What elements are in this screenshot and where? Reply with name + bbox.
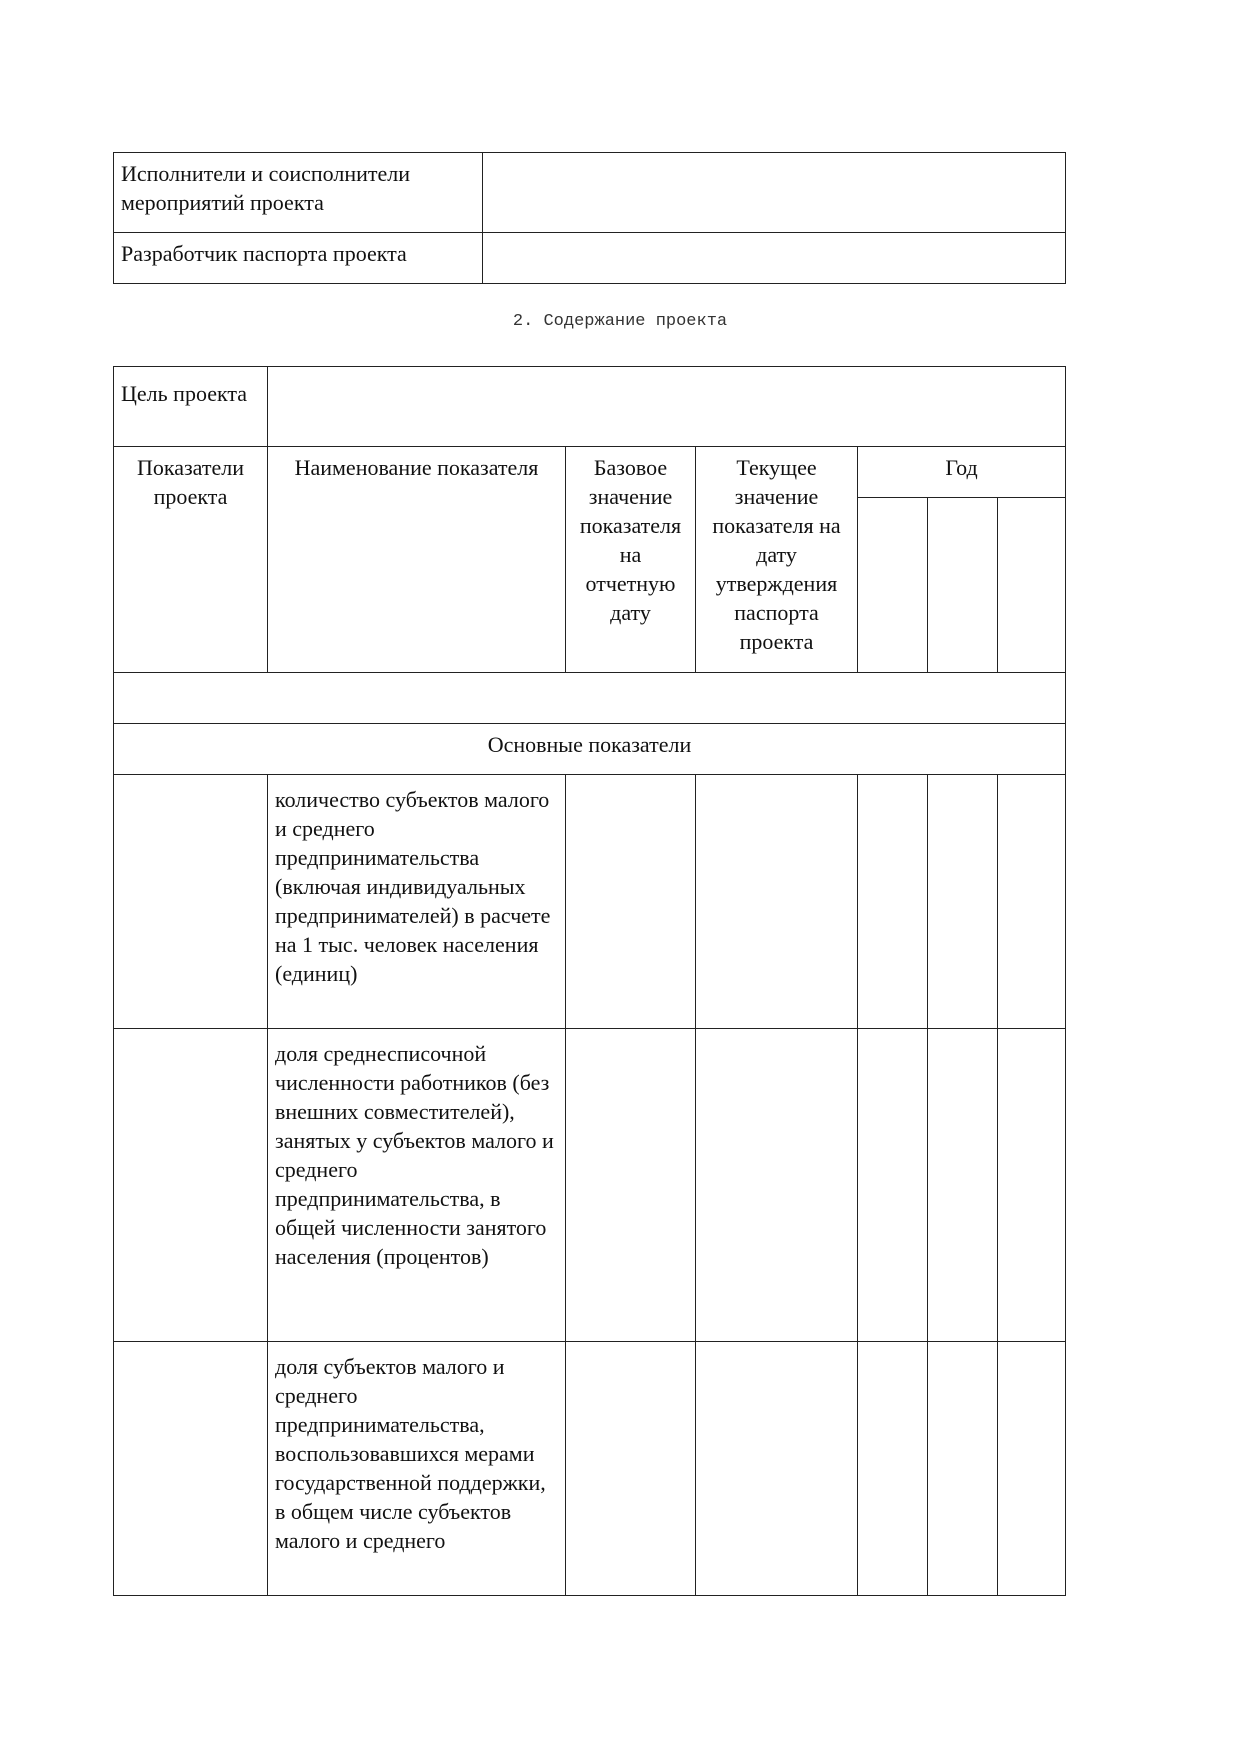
table-row [114,775,1066,1029]
developer-label: Разработчик паспорта проекта [114,233,483,284]
goal-label: Цель проекта [114,367,268,447]
goal-value [268,367,1066,447]
indicator-name: доля среднесписочной численности работников (без внешних совместителей), занятых у субъектов малого и среднего предпринимательства, в общей численности занятого населения (процентов) [268,1029,566,1342]
content-table [113,366,1066,1596]
indicator-name: доля субъектов малого и среднего предпринимательства, воспользовавшихся мерами государственной поддержки, в общем числе субъектов малого и среднего [268,1342,566,1596]
section-title: 2. Содержание проекта [512,312,728,331]
header-year: Год [858,447,1066,498]
passport-table [113,152,1066,284]
year-cell [858,498,928,673]
indicator-name: количество субъектов малого и среднего предпринимательства (включая индивидуальных предпринимателей) в расчете на 1 тыс. человек населения (единиц) [268,775,566,1029]
header-base: Базовое значение показателя на отчетную дату [566,447,696,673]
year-cell [928,498,998,673]
table-row [114,1342,1066,1596]
executors-label: Исполнители и соисполнители мероприятий проекта [114,153,483,233]
developer-value [483,233,1066,284]
main-indicators-label: Основные показатели [114,724,1066,775]
executors-value [483,153,1066,233]
header-name: Наименование показателя [268,447,566,673]
header-current: Текущее значение показателя на дату утверждения паспорта проекта [696,447,858,673]
table-row [114,1029,1066,1342]
year-cell [998,498,1066,673]
header-indicators: Показатели проекта [114,447,268,673]
empty-row [114,673,1066,724]
